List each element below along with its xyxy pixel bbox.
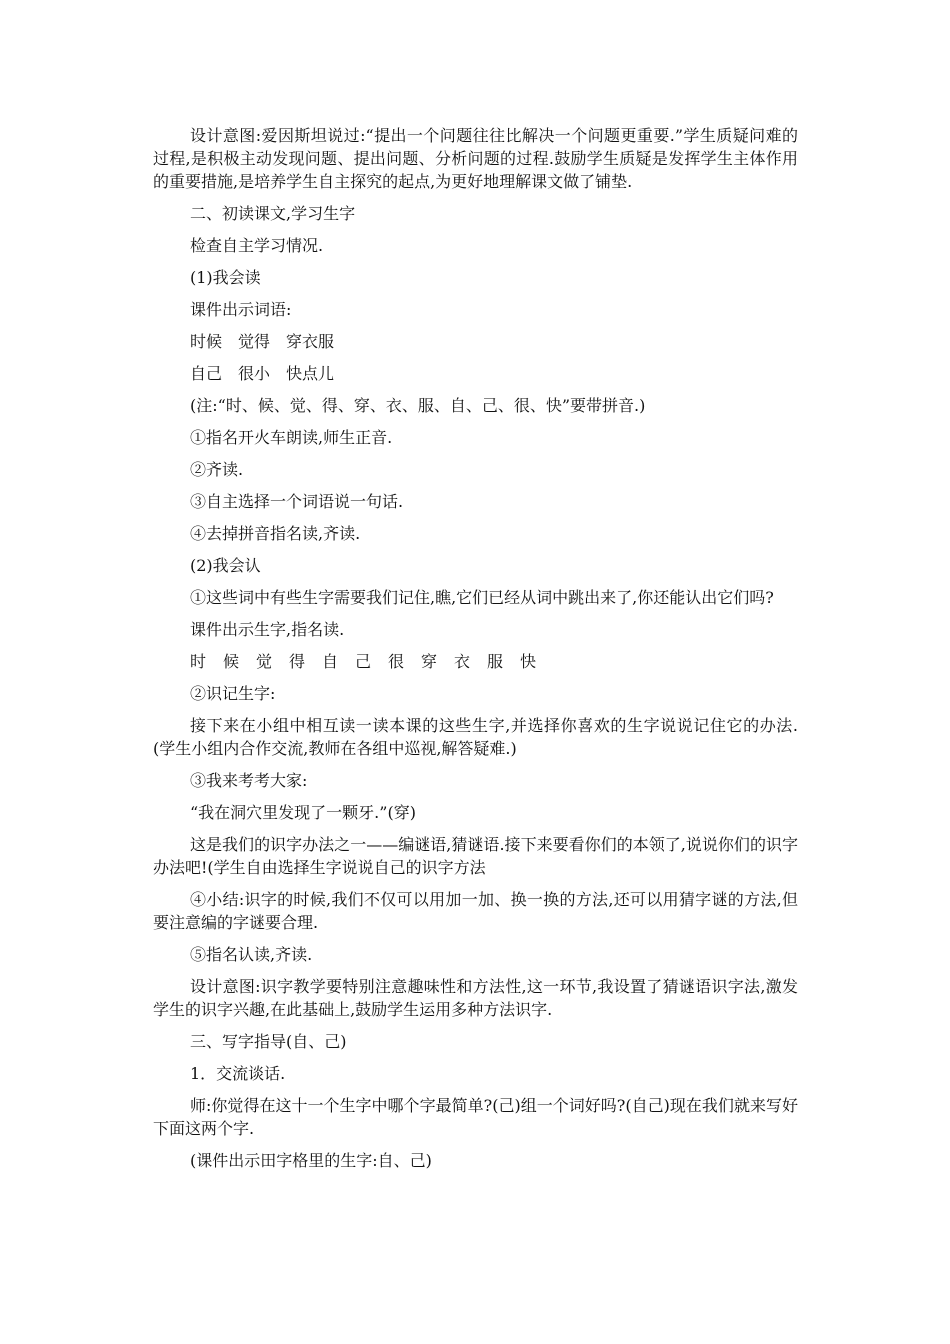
paragraph-riddle: “我在洞穴里发现了一颗牙.”(穿) [190, 803, 416, 822]
heading-section-2: 二、初读课文,学习生字 [190, 204, 356, 223]
character-item: 觉 [256, 652, 273, 671]
step-2-memorize-characters: ②识记生字: [190, 684, 276, 703]
paragraph-design-intent-2: 设计意图:识字教学要特别注意趣味性和方法性,这一环节,我设置了猜谜语识字法,激发学生的识字兴趣,在此基础上,鼓励学生运用多种方法识字. [153, 977, 798, 1019]
character-item: 衣 [454, 652, 471, 671]
step-1-conversation: 1．交流谈话. [190, 1064, 286, 1083]
step-1-train-reading: ①指名开火车朗读,师生正音. [190, 428, 393, 447]
subheading-i-can-recognize: (2)我会认 [190, 556, 261, 575]
paragraph-note-pinyin: (注:“时、候、觉、得、穿、衣、服、自、己、很、快”要带拼音.) [190, 396, 646, 415]
paragraph-riddle-method: 这是我们的识字办法之一——编谜语,猜谜语.接下来要看你们的本领了,说说你们的识字办法吧!(学生自由选择生字说说自己的识字方法 [153, 835, 798, 877]
paragraph-check-study: 检查自主学习情况. [190, 236, 324, 255]
paragraph-group-reading: 接下来在小组中相互读一读本课的这些生字,并选择你喜欢的生字说说记住它的办法.(学生小组内合作交流,教师在各组中巡视,解答疑难.) [153, 716, 798, 758]
paragraph-remember-characters: ①这些词中有些生字需要我们记住,瞧,它们已经从词中跳出来了,你还能认出它们吗? [190, 588, 774, 607]
character-item: 很 [388, 652, 405, 671]
character-item: 快 [520, 652, 537, 671]
step-2-read-together: ②齐读. [190, 460, 244, 479]
paragraph-show-words: 课件出示词语: [190, 300, 292, 319]
step-3-quiz: ③我来考考大家: [190, 771, 308, 790]
character-item: 自 [322, 652, 339, 671]
heading-section-3: 三、写字指导(自、己) [190, 1032, 347, 1051]
character-list [153, 650, 798, 673]
document-body [153, 124, 798, 1181]
character-item: 时 [190, 652, 207, 671]
character-item: 穿 [421, 652, 438, 671]
step-5-read-together: ⑤指名认读,齐读. [190, 945, 313, 964]
paragraph-show-characters: 课件出示生字,指名读. [190, 620, 345, 639]
character-item: 候 [223, 652, 240, 671]
word-list-line-1: 时候 觉得 穿衣服 [190, 332, 335, 351]
step-4-summary: ④小结:识字的时候,我们不仅可以用加一加、换一换的方法,还可以用猜字谜的方法,但要注意编的字谜要合理. [153, 890, 798, 932]
paragraph-design-intent-1: 设计意图:爱因斯坦说过:“提出一个问题往往比解决一个问题更重要.”学生质疑问难的过程,是积极主动发现问题、提出问题、分析问题的过程.鼓励学生质疑是发挥学生主体作用的重要措施,是培养学生自主探究的起点,为更好地理解课文做了铺垫. [153, 126, 798, 191]
step-3-make-sentence: ③自主选择一个词语说一句话. [190, 492, 404, 511]
paragraph-teacher-question: 师:你觉得在这十一个生字中哪个字最简单?(己)组一个词好吗?(自己)现在我们就来写好下面这两个字. [153, 1096, 798, 1138]
character-item: 得 [289, 652, 306, 671]
character-item: 服 [487, 652, 504, 671]
step-4-read-without-pinyin: ④去掉拼音指名读,齐读. [190, 524, 361, 543]
character-item: 己 [355, 652, 372, 671]
paragraph-show-grid-characters: (课件出示田字格里的生字:自、己) [190, 1151, 432, 1170]
subheading-i-can-read: (1)我会读 [190, 268, 261, 287]
word-list-line-2: 自己 很小 快点儿 [190, 364, 335, 383]
